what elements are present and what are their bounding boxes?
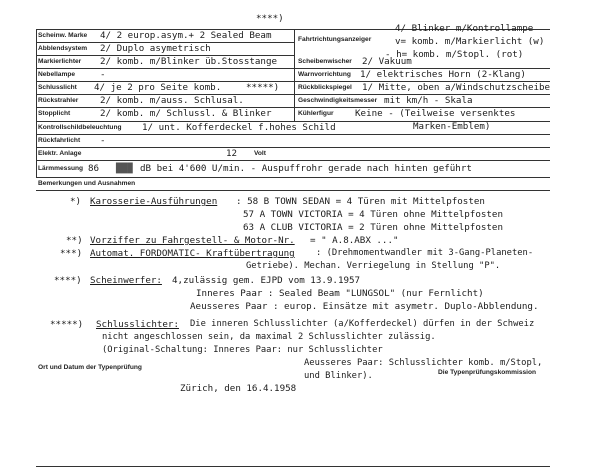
scheibenwischer-label: Scheibenwischer [298, 58, 352, 65]
warnvorr-label: Warnvorrichtung [298, 71, 351, 78]
automat-value-2: Getriebe). Mechan. Verriegelung in Stellung "P". [246, 261, 501, 271]
automat-title: Automat. FORDOMATIC- Kraftübertragung [90, 248, 295, 259]
abblend-label: Abblendsystem [38, 45, 88, 52]
rule [36, 160, 550, 161]
vorziffer-mark: **) [66, 235, 83, 246]
schluss-remark-line-4: Aeusseres Paar: Schlusslichter komb. m/Stopl, [304, 358, 543, 368]
fahrtrichtung-line2: v= komb. m/Markierlicht (w) [395, 36, 545, 47]
karosserie-line-1: : 58 B TOWN SEDAN = 4 Türen mit Mittelpfosten [236, 196, 485, 207]
geschwindigkeit-label: Geschwindigkeitsmesser [298, 97, 378, 104]
schluss-mark: *****) [246, 82, 280, 93]
kontroll-label: Kontrollschildbeleuchtung [38, 124, 122, 131]
rueckstrahler-label: Rückstrahler [38, 97, 79, 104]
schluss-remark-line-1: Die inneren Schlusslichter (a/Kofferdeckel) dürfen in der Schweiz [190, 319, 535, 329]
karosserie-line-3: 63 A CLUB VICTORIA = 2 Türen ohne Mittelpfosten [243, 222, 503, 233]
schluss-value: 4/ je 2 pro Seite komb. [94, 82, 222, 93]
vorziffer-value: = " A.8.ABX ..." [310, 235, 399, 246]
abblend-value: 2/ Duplo asymetrisch [100, 43, 211, 54]
geschwindigkeit-value: mit km/h - Skala [384, 95, 473, 106]
fahrtrichtung-line1: 4/ Blinker m/Kontrollampe [395, 23, 534, 34]
warnvorr-value: 1/ elektrisches Horn (2-Klang) [360, 69, 526, 80]
stopp-value: 2/ komb. m/ Schlussl. & Blinker [100, 108, 272, 119]
nebel-value: - [100, 69, 106, 80]
elektr-label: Elektr. Anlage [38, 150, 82, 157]
stopp-label: Stopplicht [38, 110, 71, 117]
scheinw-inner: Inneres Paar : Sealed Beam "LUNGSOL" (nur Fernlicht) [196, 288, 484, 299]
laerm-value-2: dB bei 4'600 U/min. - Auspuffrohr gerade nach hinten geführt [140, 163, 472, 174]
schluss-remark-line-3: (Original-Schaltung: Inneres Paar: nur Schlusslichter [102, 345, 383, 355]
laerm-value: 86 [88, 163, 100, 174]
ort-value: Zürich, den 16.4.1958 [180, 383, 297, 394]
karosserie-mark: *) [70, 196, 82, 207]
schluss-remark-line-5: und Blinker). [304, 371, 373, 381]
rueckstrahler-value: 2/ komb. m/auss. Schlusal. [100, 95, 244, 106]
scheinw-outer: Aeusseres Paar : europ. Einsätze mit asymetr. Duplo-Abblendung. [190, 301, 539, 312]
rueckfahr-value: - [100, 135, 106, 146]
rule [36, 177, 550, 178]
schluss-remark-title: Schlusslichter: [96, 319, 179, 330]
nebel-label: Nebellampe [38, 71, 76, 78]
top-mark: ****) [256, 13, 284, 24]
schluss-label: Schlusslicht [38, 84, 77, 91]
scheinwerfer-value: 4/ 2 europ.asym.+ 2 Sealed Beam [100, 30, 272, 41]
laerm-label: Lärmmessung [38, 165, 84, 172]
laerm-struck: ███ [116, 163, 133, 174]
rule [36, 190, 550, 191]
scheinw-value: 4,zulässig gem. EJPD vom 13.9.1957 [172, 275, 361, 286]
elektr-value: 12 [226, 148, 238, 159]
rueckspiegel-value: 1/ Mitte, oben a/Windschutzscheibe [362, 82, 551, 93]
rule [36, 29, 37, 177]
stamp-label: Die Typenprüfungskommission [438, 369, 537, 376]
kuehler-label: Kühlerfigur [298, 110, 334, 117]
rueckfahr-label: Rückfahrlicht [38, 137, 81, 144]
karosserie-title: Karosserie-Ausführungen [90, 196, 218, 207]
rule [36, 147, 550, 148]
automat-value: : (Drehmomentwandler mit 3-Gang-Planeten- [316, 248, 534, 258]
ort-label: Ort und Datum der Typenprüfung [38, 364, 142, 371]
scheinwerfer-label: Scheinw. Marke [38, 32, 88, 39]
rueckspiegel-label: Rückblickspiegel [298, 84, 352, 91]
fahrtrichtung-label: Fahrtrichtungsanzeiger [298, 36, 372, 43]
vorziffer-title: Vorziffer zu Fahrgestell- & Motor-Nr. [90, 235, 295, 246]
kuehler-value: Keine - (Teilweise versenktes [355, 108, 516, 119]
kuehler-value-2: Marken-Emblem) [413, 121, 491, 132]
rule [36, 134, 550, 135]
markier-value: 2/ komb. m/Blinker üb.Stosstange [100, 56, 278, 67]
scheibenwischer-value: 2/ Vakuum [362, 56, 412, 67]
scheinw-title: Scheinwerfer: [90, 275, 162, 286]
karosserie-line-2: 57 A TOWN VICTORIA = 4 Türen ohne Mittelpfosten [243, 209, 503, 220]
markier-label: Markierlichter [38, 58, 82, 65]
scheinw-mark: ****) [54, 275, 82, 286]
remarks-label: Bemerkungen und Ausnahmen [38, 180, 136, 187]
schluss-remark-mark: *****) [50, 319, 84, 330]
elektr-unit: Volt [254, 150, 266, 157]
schluss-remark-line-2: nicht angeschlossen sein, da maximal 2 Schlusslichter zulässig. [102, 332, 436, 342]
kontroll-value: 1/ unt. Kofferdeckel f.hohes Schild [142, 122, 336, 133]
fahrtrichtung-line3: - h= komb. m/Stopl. (rot) [385, 49, 524, 60]
automat-mark: ***) [60, 248, 83, 259]
